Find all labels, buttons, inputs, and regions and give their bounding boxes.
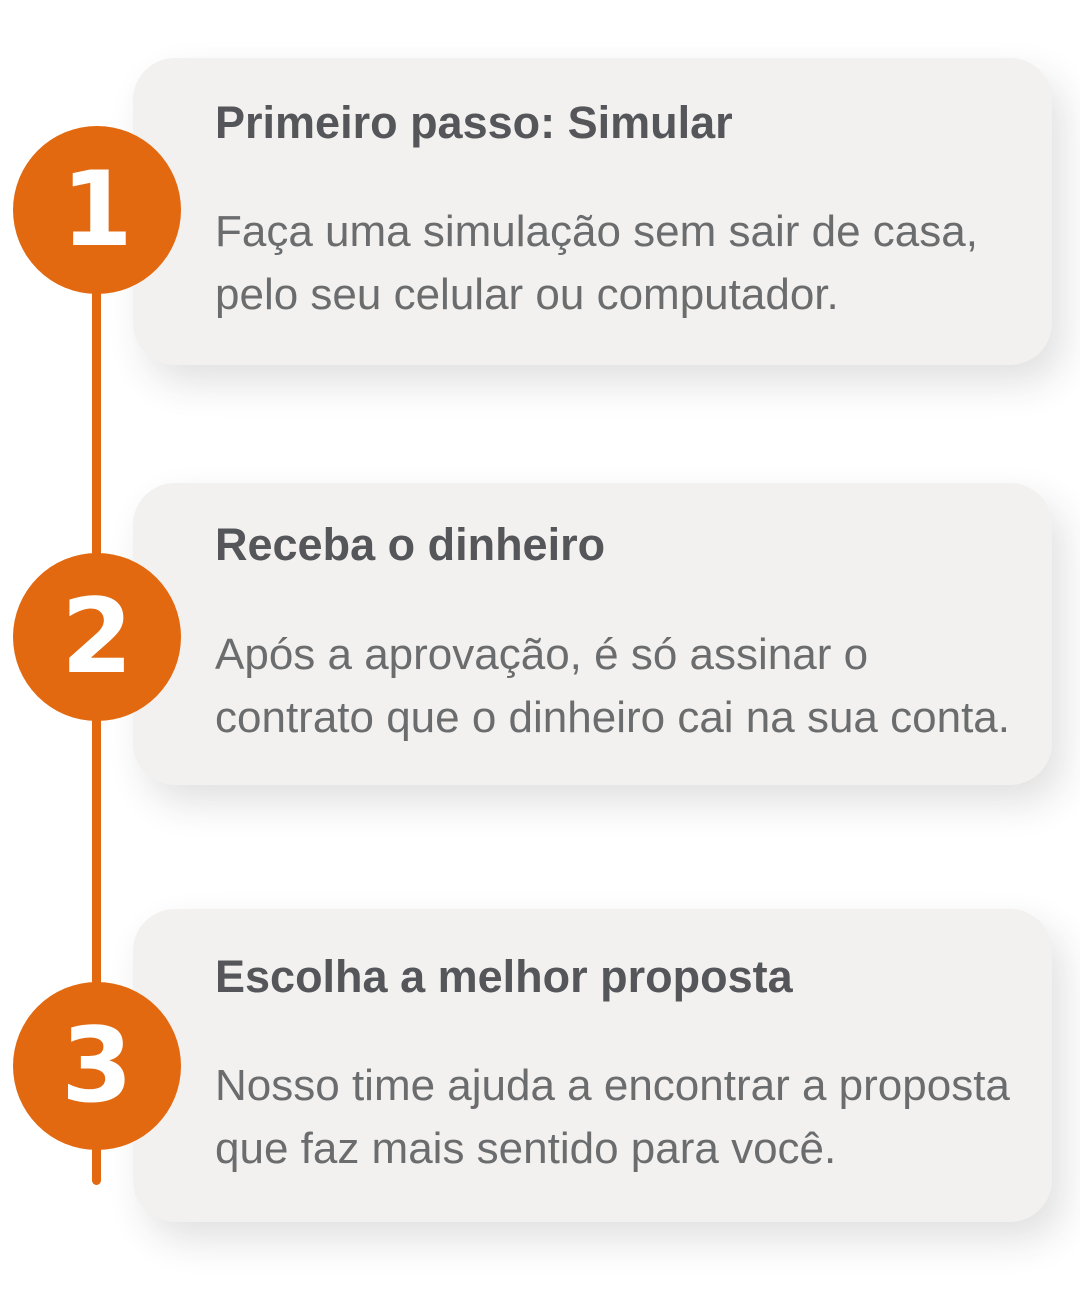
step-1-card bbox=[133, 58, 1052, 365]
step-2-card-content bbox=[133, 483, 1052, 785]
step-1-number-badge bbox=[13, 126, 181, 294]
step-1-card-content bbox=[133, 58, 1052, 365]
step-1-description: Faça uma simulação sem sair de casa, pelo seu celular ou computador. bbox=[215, 207, 978, 320]
step-3-number: 3 bbox=[61, 1005, 133, 1126]
step-2-title: Receba o dinheiro bbox=[215, 519, 606, 571]
step-3-description: Nosso time ajuda a encontrar a proposta que faz mais sentido para você. bbox=[215, 1061, 1010, 1174]
step-3-card bbox=[133, 909, 1052, 1222]
step-1-title: Primeiro passo: Simular bbox=[215, 96, 733, 148]
step-2-description: Após a aprovação, é só assinar o contrato que o dinheiro cai na sua conta. bbox=[215, 629, 1010, 742]
step-3-number-badge bbox=[13, 982, 181, 1150]
step-3-title: Escolha a melhor proposta bbox=[215, 950, 793, 1002]
step-2-number-badge bbox=[13, 553, 181, 721]
step-2-card bbox=[133, 483, 1052, 785]
step-1-number: 1 bbox=[61, 149, 133, 270]
step-2-number: 2 bbox=[61, 576, 133, 697]
step-3-card-content bbox=[133, 909, 1052, 1222]
